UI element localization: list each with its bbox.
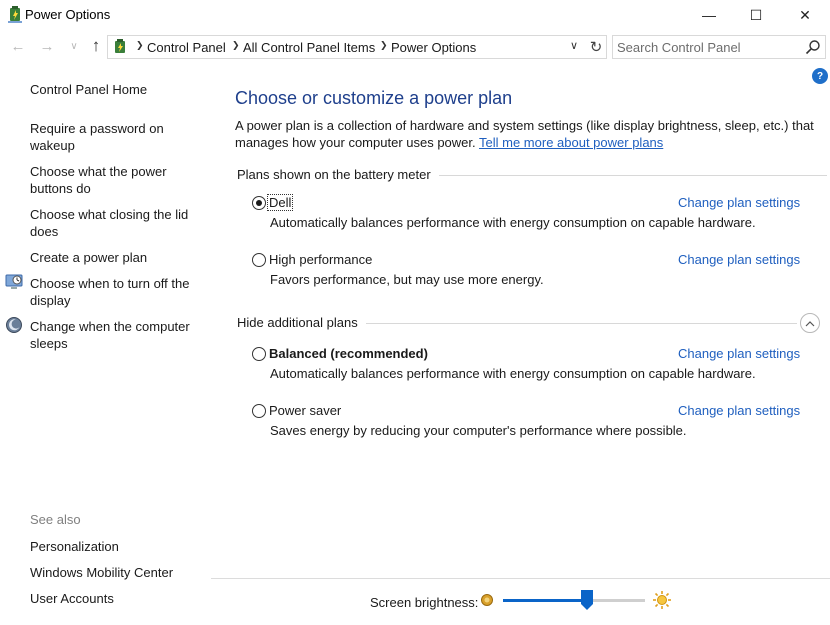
change-plan-settings-power-saver[interactable]: Change plan settings <box>678 403 801 418</box>
battery-meter-heading: Plans shown on the battery meter <box>237 167 439 182</box>
collapse-plans-button[interactable] <box>800 313 820 333</box>
address-bar[interactable] <box>107 35 607 59</box>
window-title: Power Options <box>25 7 111 22</box>
maximize-button[interactable]: ☐ <box>749 6 763 23</box>
bottom-divider <box>211 578 830 579</box>
see-also-personalization[interactable]: Personalization <box>30 539 119 554</box>
sidebar-link-power-buttons[interactable]: Choose what the power buttons do <box>30 164 167 196</box>
chevron-up-icon <box>805 320 815 327</box>
hide-additional-plans-heading[interactable]: Hide additional plans <box>237 315 366 330</box>
refresh-button[interactable]: ↻ <box>589 39 603 56</box>
plan-radio-high-performance[interactable] <box>252 253 266 267</box>
intro-description: A power plan is a collection of hardware and system settings (like display brightness, sleep, etc.) that manages how your computer uses power. <box>235 118 814 150</box>
plan-description-balanced: Automatically balances performance with energy consumption on capable hardware. <box>270 366 756 381</box>
title-bar <box>0 0 830 30</box>
minimize-button[interactable]: — <box>702 7 716 23</box>
plan-description-power-saver: Saves energy by reducing your computer's performance where possible. <box>270 423 687 438</box>
search-icon[interactable] <box>805 39 821 55</box>
see-also-heading: See also <box>30 512 81 527</box>
plan-radio-power-saver[interactable] <box>252 404 266 418</box>
sidebar-link-turn-off-display[interactable]: Choose when to turn off the display <box>30 276 190 308</box>
learn-more-link[interactable]: Tell me more about power plans <box>479 135 664 150</box>
plan-name-balanced[interactable]: Balanced (recommended) <box>269 346 428 361</box>
plan-radio-balanced[interactable] <box>252 347 266 361</box>
close-button[interactable]: ✕ <box>799 6 811 23</box>
recent-locations-button[interactable]: ∨ <box>70 40 78 52</box>
plan-radio-dell[interactable] <box>252 196 266 210</box>
see-also-mobility-center[interactable]: Windows Mobility Center <box>30 565 174 580</box>
breadcrumb-separator[interactable]: ❯ <box>232 40 240 50</box>
breadcrumb-power-options[interactable]: Power Options <box>391 40 477 55</box>
breadcrumb-control-panel[interactable]: Control Panel <box>147 40 226 55</box>
plan-name-power-saver[interactable]: Power saver <box>269 403 342 418</box>
navigation-bar <box>0 33 830 60</box>
address-dropdown-button[interactable]: ∨ <box>570 40 579 52</box>
power-options-icon <box>7 6 23 24</box>
screen-brightness-label: Screen brightness: <box>370 595 479 610</box>
brightness-slider-track[interactable] <box>503 599 645 602</box>
breadcrumb-all-items[interactable]: All Control Panel Items <box>243 40 376 55</box>
bright-sun-icon <box>652 590 672 610</box>
brightness-slider-thumb[interactable] <box>581 590 593 610</box>
sidebar-link-create-plan[interactable]: Create a power plan <box>30 250 148 265</box>
page-title: Choose or customize a power plan <box>235 88 513 108</box>
breadcrumb-separator[interactable]: ❯ <box>136 40 144 50</box>
plan-description-dell: Automatically balances performance with energy consumption on capable hardware. <box>270 215 756 230</box>
intro-text <box>235 117 815 151</box>
up-button[interactable]: ↑ <box>91 36 101 55</box>
breadcrumb-separator[interactable]: ❯ <box>380 40 388 50</box>
sidebar-link-require-password[interactable]: Require a password on wakeup <box>30 121 164 153</box>
sleep-moon-icon <box>5 316 23 334</box>
dim-sun-icon <box>480 593 494 607</box>
forward-button[interactable]: → <box>39 37 55 55</box>
back-button[interactable]: ← <box>10 37 26 55</box>
control-panel-icon <box>111 38 129 56</box>
display-timer-icon <box>5 273 23 291</box>
search-input[interactable] <box>617 38 797 56</box>
plan-name-high-performance[interactable]: High performance <box>269 252 373 267</box>
plan-description-high-performance: Favors performance, but may use more energy. <box>270 272 544 287</box>
change-plan-settings-high-performance[interactable]: Change plan settings <box>678 252 801 267</box>
control-panel-home-link[interactable]: Control Panel Home <box>30 82 148 97</box>
plan-name-dell[interactable]: Dell <box>269 195 292 210</box>
brightness-slider-fill <box>503 599 587 602</box>
change-plan-settings-balanced[interactable]: Change plan settings <box>678 346 801 361</box>
sidebar-link-computer-sleeps[interactable]: Change when the computer sleeps <box>30 319 190 351</box>
help-button[interactable]: ? <box>812 68 828 84</box>
change-plan-settings-dell[interactable]: Change plan settings <box>678 195 801 210</box>
sidebar-link-closing-lid[interactable]: Choose what closing the lid does <box>30 207 189 239</box>
search-box[interactable] <box>612 35 826 59</box>
see-also-user-accounts[interactable]: User Accounts <box>30 591 114 606</box>
